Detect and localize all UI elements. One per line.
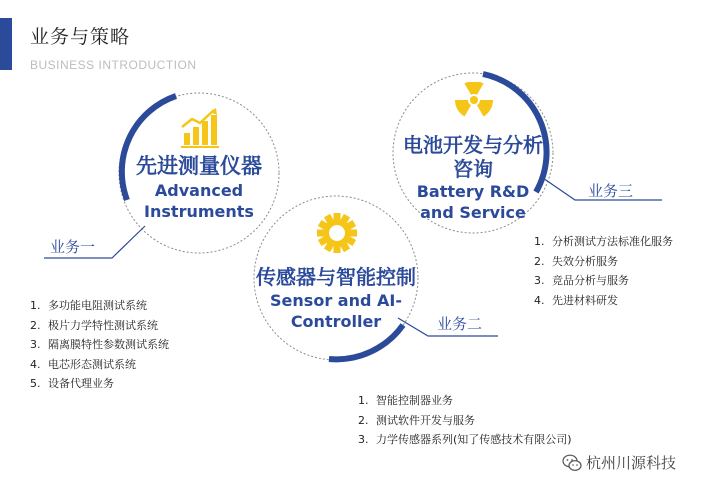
business-three-list: [534, 232, 673, 310]
list-item: 5. 设备代理业务: [30, 377, 114, 390]
list-item: 1. 分析测试方法标准化服务: [534, 235, 673, 248]
list-item: 3. 力学传感器系列(知了传感技术有限公司): [358, 433, 572, 446]
list-item: 2. 测试软件开发与服务: [358, 413, 475, 427]
business-two-title-zh: 传感器与智能控制: [256, 265, 416, 289]
page-subtitle: BUSINESS INTRODUCTION: [30, 58, 197, 72]
list-item: 4. 电芯形态测试系统: [30, 357, 136, 371]
business-one-tag: 业务一: [50, 238, 96, 256]
business-three-tag: 业务三: [588, 182, 634, 200]
gear-icon: [315, 211, 359, 255]
wechat-watermark: [562, 452, 676, 473]
list-item: 3. 竞品分析与服务: [534, 274, 629, 287]
business-one-title-en-line1: Advanced: [154, 181, 244, 200]
business-two-tag: 业务二: [437, 315, 483, 333]
list-item: 2. 失效分析服务: [534, 254, 618, 268]
business-two-title-en-line1: Sensor and AI-: [270, 291, 402, 310]
page-title: 业务与策略: [30, 26, 131, 48]
business-three-title-zh-line1: 电池开发与分析: [403, 133, 543, 157]
wechat-icon: [562, 454, 582, 472]
watermark-text: 杭州川源科技: [586, 454, 677, 472]
business-two-label: [248, 264, 424, 332]
business-one-title-zh: 先进测量仪器: [136, 154, 262, 178]
business-three-label: [385, 133, 561, 223]
business-three-title-en-line2: and Service: [420, 203, 526, 222]
business-one-label: [129, 152, 269, 222]
business-three-title-en-line1: Battery R&D: [416, 182, 530, 201]
radiation-icon: [452, 82, 496, 118]
business-one-title-en-line2: Instruments: [144, 202, 254, 221]
list-item: 4. 先进材料研发: [534, 293, 618, 307]
business-one-list: [30, 296, 169, 394]
list-item: 1. 智能控制器业务: [358, 394, 453, 407]
list-item: 1. 多功能电阻测试系统: [30, 299, 147, 312]
bar-chart-growth-icon: [180, 107, 220, 149]
list-item: 2. 极片力学特性测试系统: [30, 318, 158, 332]
list-item: 3. 隔离膜特性参数测试系统: [30, 338, 169, 351]
business-two-title-en-line2: Controller: [290, 312, 382, 331]
business-three-title-zh-line2: 咨询: [453, 157, 493, 181]
business-two-list: [358, 391, 572, 450]
